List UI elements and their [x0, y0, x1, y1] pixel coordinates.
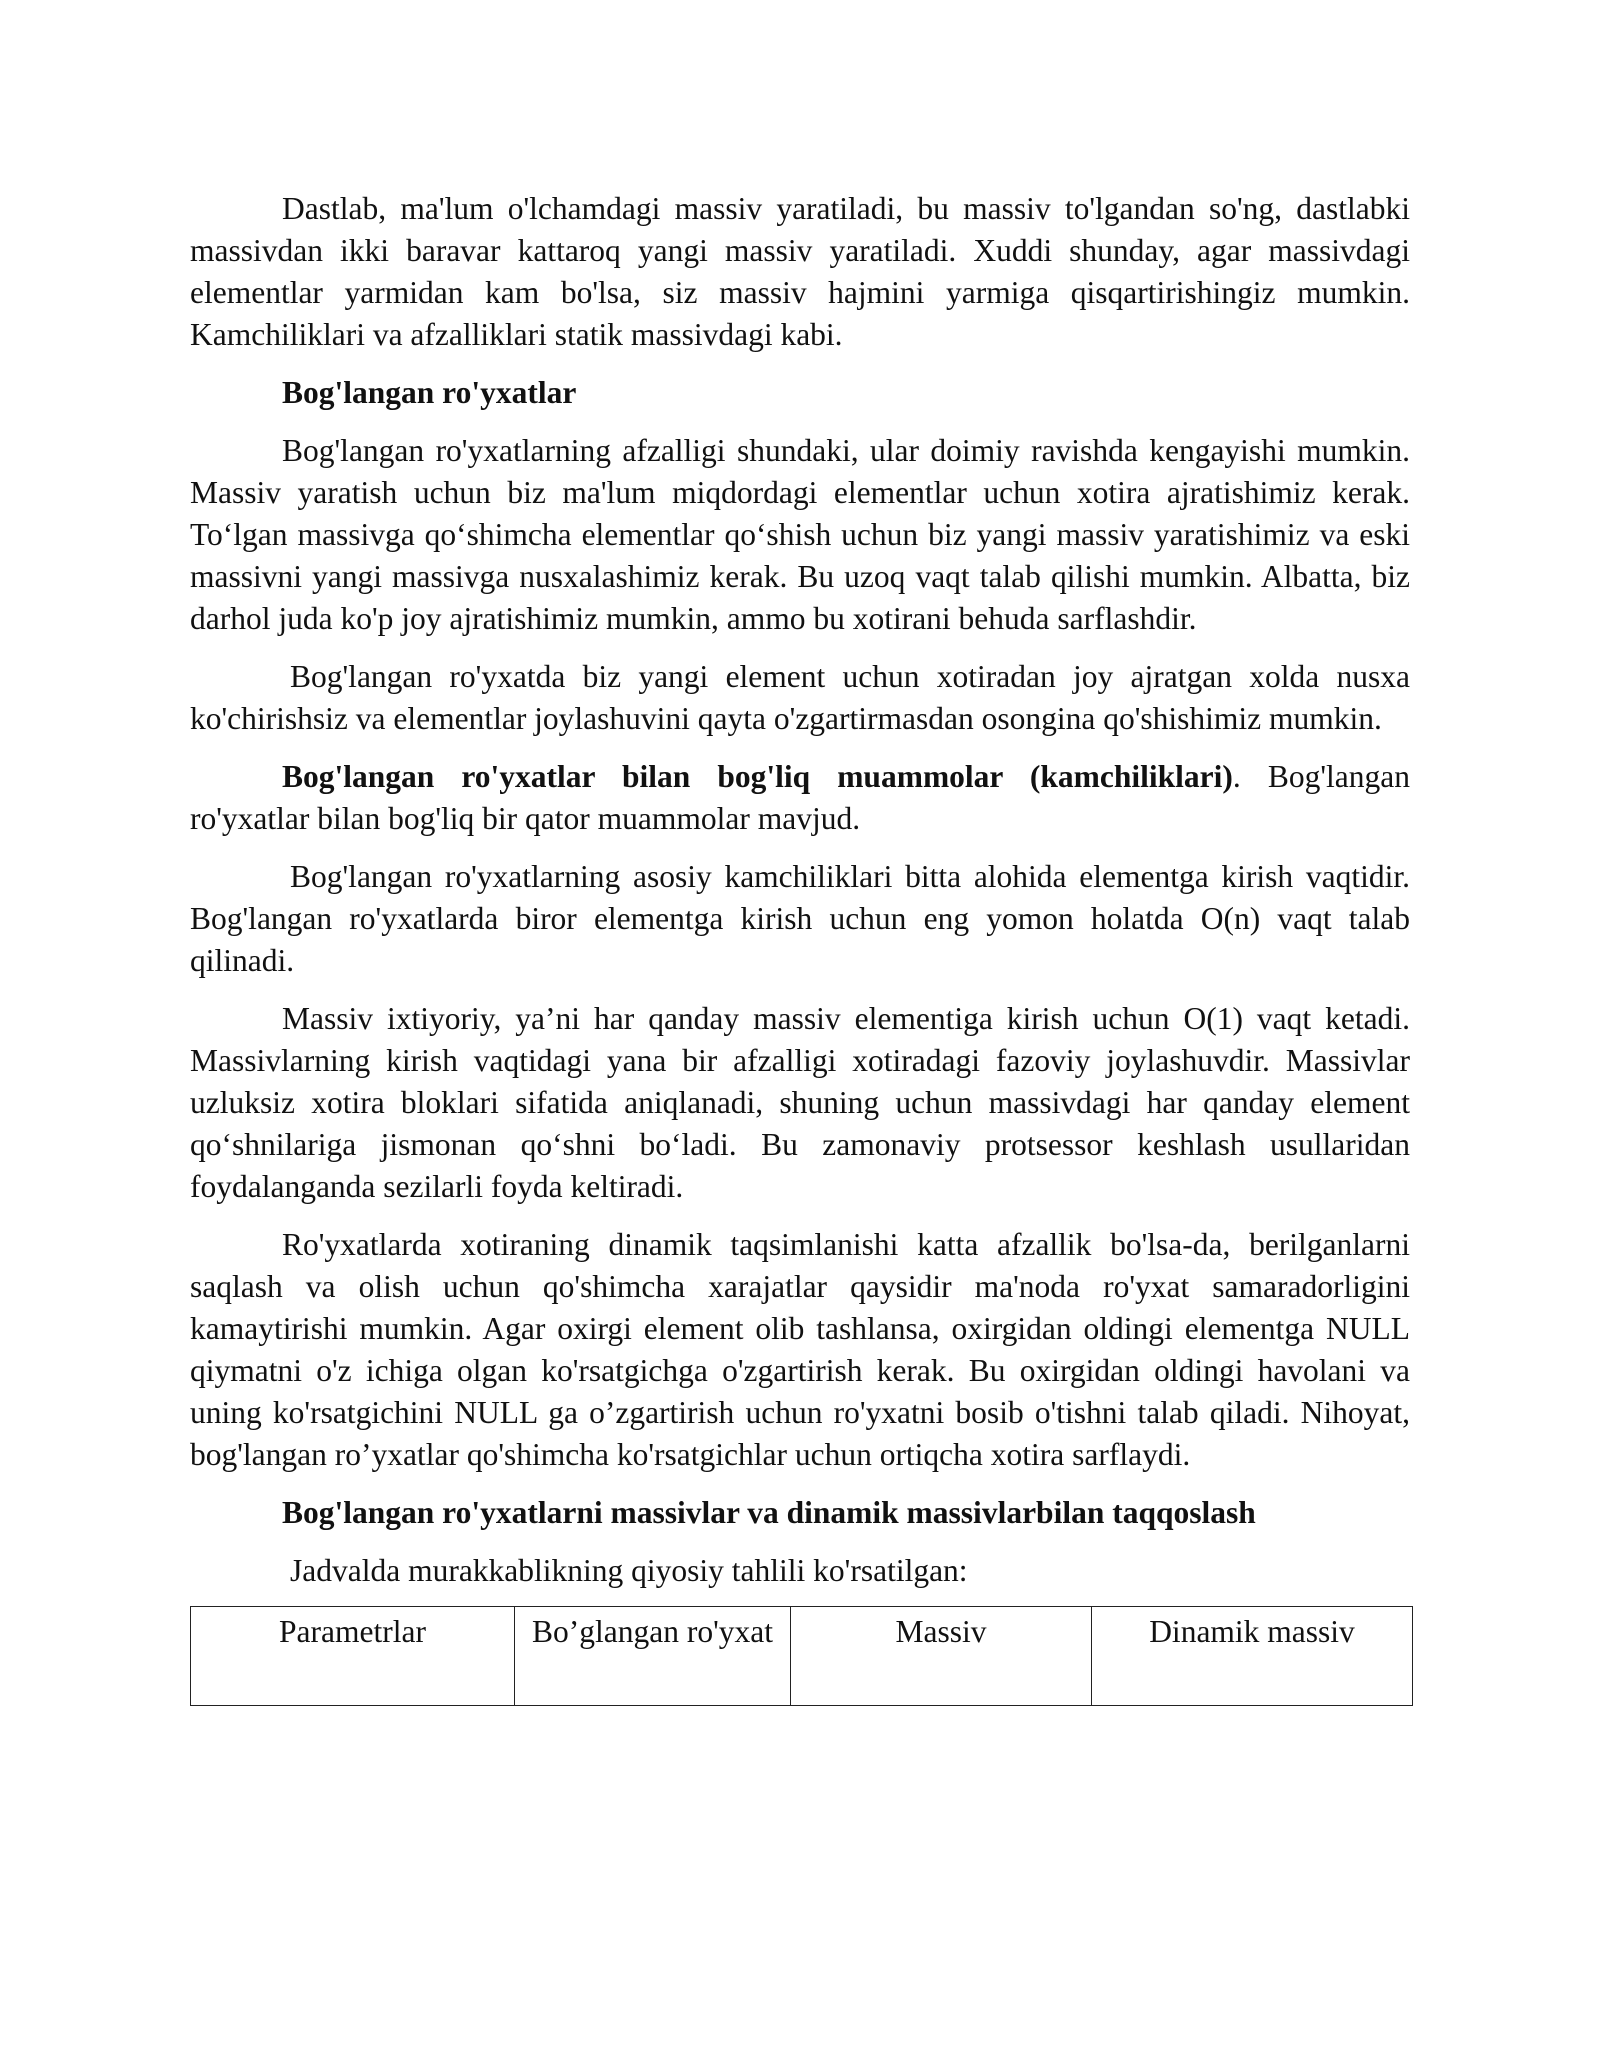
paragraph-memory-overhead: Ro'yxatlarda xotiraning dinamik taqsimlanishi katta afzallik bo'lsa-da, berilganlarni saqlash va olish uchun qo'shimcha xarajatlar qaysidir ma'noda ro'yxat samaradorligini kamaytirishi mumkin. Agar oxirgi element olib tashlansa, oxirgidan oldingi elementga NULL qiymatni o'z ichiga olgan ko'rsatgichga o'zgartirish kerak. Bu oxirgidan oldingi havolani va uning ko'rsatgichini NULL ga o’zgartirish uchun ro'yxatni bosib o'tishni talab qiladi. Nihoyat, bog'langan ro’yxatlar qo'shimcha ko'rsatgichlar uchun ortiqcha xotira sarflaydi. — [190, 1227, 1410, 1472]
heading-linked-lists: Bog'langan ro'yxatlar — [282, 375, 577, 410]
table-header-cell: Bo’glangan ro'yxat — [515, 1607, 791, 1706]
heading-linked-list-problems-bold: Bog'langan ro'yxatlar bilan bog'liq muammolar (kamchiliklari) — [282, 759, 1233, 794]
table-header-cell: Parametrlar — [191, 1607, 515, 1706]
paragraph-linked-list-advantages: Bog'langan ro'yxatlarning afzalligi shundaki, ular doimiy ravishda kengayishi mumkin. Massiv yaratish uchun biz ma'lum miqdordagi elementlar uchun xotira ajratishimiz kerak. To‘lgan massivga qo‘shimcha elementlar qo‘shish uchun biz yangi massiv yaratishimiz va eski massivni yangi massivga nusxalashimiz kerak. Bu uzoq vaqt talab qilishi mumkin. Albatta, biz darhol juda ko'p joy ajratishimiz mumkin, ammo bu xotirani behuda sarflashdir. — [190, 433, 1410, 636]
paragraph-access-time: Bog'langan ro'yxatlarning asosiy kamchiliklari bitta alohida elementga kirish vaqtidir. Bog'langan ro'yxatlarda biror elementga kirish uchun eng yomon holatda O(n) vaqt talab qilinadi. — [190, 859, 1410, 978]
table-header-cell: Massiv — [791, 1607, 1092, 1706]
heading-linked-list-problems-rest: . Bog'langan ro'yxatlar bilan bog'liq bir qator muammolar mavjud. — [190, 759, 1410, 836]
table-header-cell: Dinamik massiv — [1092, 1607, 1413, 1706]
comparison-table — [190, 1606, 1413, 1706]
table-intro-text: Jadvalda murakkablikning qiyosiy tahlili ko'rsatilgan: — [290, 1553, 968, 1588]
heading-linked-list-problems — [190, 756, 1410, 840]
paragraph-array-access: Massiv ixtiyoriy, ya’ni har qanday massiv elementiga kirish uchun O(1) vaqt ketadi. Massivlarning kirish vaqtidagi yana bir afzalligi xotiradagi fazoviy joylashuvdir. Massivlar uzluksiz xotira bloklari sifatida aniqlanadi, shuning uchun massivdagi har qanday element qo‘shnilariga jismonan qo‘shni bo‘ladi. Bu zamonaviy protsessor keshlash usullaridan foydalanganda sezilarli foyda keltiradi. — [190, 1001, 1410, 1204]
document-page — [190, 188, 1410, 1706]
heading-comparison: Bog'langan ro'yxatlarni massivlar va dinamik massivlarbilan taqqoslash — [282, 1495, 1256, 1530]
paragraph-linked-list-insertion: Bog'langan ro'yxatda biz yangi element uchun xotiradan joy ajratgan xolda nusxa ko'chirishsiz va elementlar joylashuvini qayta o'zgartirmasdan osongina qo'shishimiz mumkin. — [190, 659, 1410, 736]
paragraph-dynamic-array-intro: Dastlab, ma'lum o'lchamdagi massiv yaratiladi, bu massiv to'lgandan so'ng, dastlabki massivdan ikki baravar kattaroq yangi massiv yaratiladi. Xuddi shunday, agar massivdagi elementlar yarmidan kam bo'lsa, siz massiv hajmini yarmiga qisqartirishingiz mumkin. Kamchiliklari va afzalliklari statik massivdagi kabi. — [190, 191, 1410, 352]
table-header-row — [191, 1607, 1413, 1706]
